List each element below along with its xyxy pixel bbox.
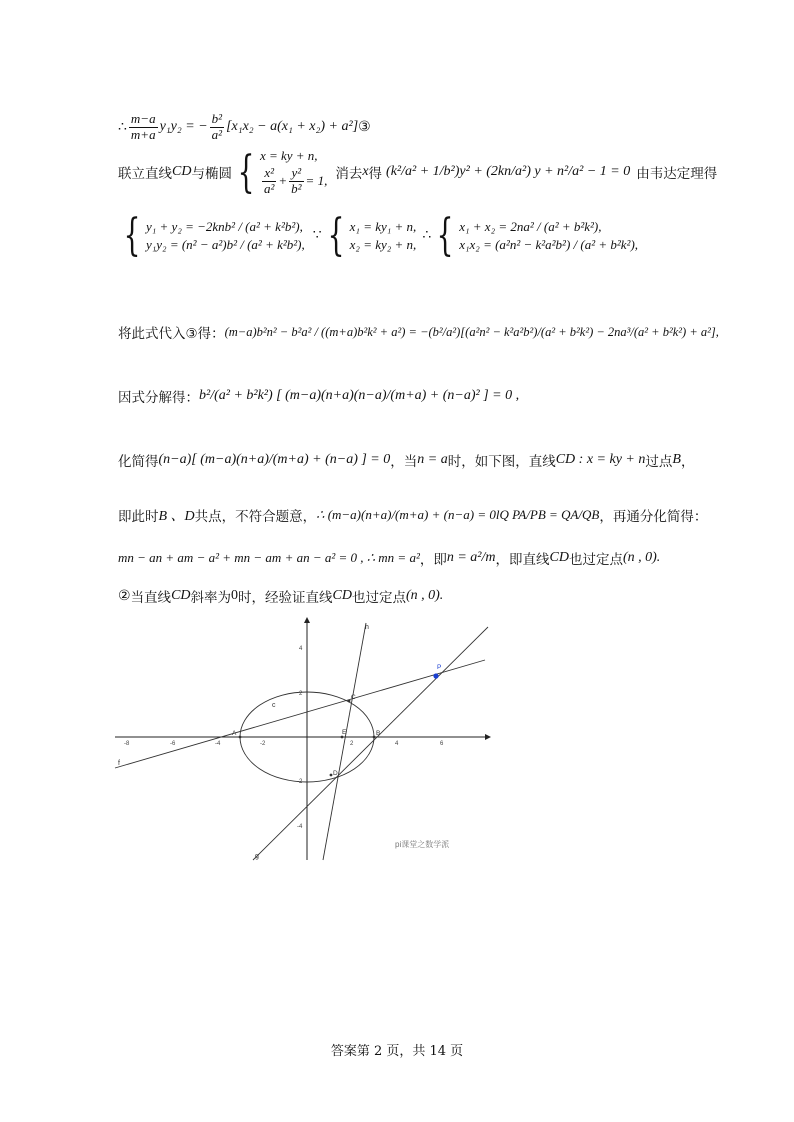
x-axis-arrow: [485, 734, 491, 740]
simplified-equation: (n−a)[ (m−a)(n+a)/(m+a) + (n−a) ] = 0: [158, 452, 391, 467]
quadratic-in-y: y² + (2kn/a²) y + n²/a² − 1 = 0: [459, 164, 631, 180]
expanded-equation: mn − an + am − a² + mn − am + an − a² = 0 , ∴ mn = a²: [118, 550, 420, 565]
point-e: [341, 736, 344, 739]
line-label: f: [118, 760, 120, 767]
fraction-m-a: $\frac{m-a}{m+a}$: [130, 111, 156, 142]
eq-line-5: 因式分解得： b²/(a² + b²k²) [ (m−a)(n+a)(n−a)/(m+a) + (n−a)² ] = 0 ,: [118, 388, 520, 406]
point-a: [239, 736, 242, 739]
eq-line-6: 化简得 (n−a)[ (m−a)(n+a)/(m+a) + (n−a) ] = 0 ，当 n = a 时，如下图，直线 CD : x = ky + n 过点 B ，: [118, 452, 695, 470]
x-tick-label: 2: [350, 741, 354, 747]
point-label: P: [437, 664, 442, 671]
point-label: E: [342, 729, 347, 736]
x-tick-label: 6: [440, 741, 444, 747]
y-tick-label: -4: [297, 824, 303, 830]
point-c: [348, 700, 351, 703]
x-substitution-system: x₁ = ky₁ + n, x₂ = ky₂ + n,: [349, 218, 417, 252]
point-label: A: [232, 730, 237, 737]
point-d: [330, 774, 333, 777]
substituted-equation: (m−a)b²n² − b²a² / ((m+a)b²k² + a²) = −(b²/a²)[(a²n² − k²a²b²)/(a² + b²k²) − 2na³/(a² + b²k²) + a²],: [224, 324, 719, 339]
x-tick-label: -4: [215, 741, 221, 747]
therefore-symbol: ∴: [118, 119, 127, 135]
eq-line-2: 联立直线 CD 与椭圆 { x = ky + n, $\frac{\text{x²}}{\text{a²}}$ + $\frac{\text{y²}}{\text{b²}}$ = 1, 消去 x 得 (k²/a² + 1/b²) y² + (2kn/a²) y + n²/a² − 1 = 0 由韦达定理得: [118, 146, 718, 198]
point-label: C: [351, 694, 356, 701]
vieta-x-system: x₁ + x₂ = 2na² / (a² + b²k²), x₁x₂ = (a²n² − k²a²b²) / (a² + b²k²),: [459, 218, 639, 252]
ratio-equation: ∴ (m−a)(n+a)/(m+a) + (n−a) = 0lQ PA/PB = QA/QB: [316, 507, 600, 522]
quadratic-coefficient: (k²/a² + 1/b²): [386, 164, 460, 180]
line-h: [323, 623, 366, 860]
x-tick-label: -6: [170, 741, 176, 747]
y-tick-label: 2: [299, 691, 303, 697]
x-tick-label: -8: [124, 741, 130, 747]
point-p: [433, 673, 438, 678]
line-f: [115, 660, 485, 768]
line-g: [253, 627, 488, 860]
y-axis-arrow: [304, 617, 310, 623]
line-label: h: [365, 624, 369, 631]
point-b: [373, 736, 376, 739]
bracket-expression: [x₁x₂ − a(x₁ + x₂) + a²]: [226, 119, 359, 135]
line-label: g: [255, 853, 259, 860]
ellipse-figure: [110, 615, 500, 865]
ellipse-label: c: [272, 702, 276, 709]
y-tick-label: -2: [297, 779, 303, 785]
eq-line-8: mn − an + am − a² + mn − am + an − a² = 0 , ∴ mn = a² ，即 n = a²/m ，即直线 CD 也过定点 (n , 0) .: [118, 550, 661, 568]
eq-line-9: ② 当直线 CD 斜率为 0 时，经验证直线 CD 也过定点 (n , 0) .: [118, 588, 444, 606]
factored-equation: b²/(a² + b²k²) [ (m−a)(n+a)(n−a)/(m+a) + (n−a)² ] = 0 ,: [199, 388, 520, 403]
x-tick-label: 4: [395, 741, 399, 747]
eq-line-3: { y₁ + y₂ = −2knb² / (a² + k²b²), y₁y₂ = (n² − a²)b² / (a² + k²b²), ∵ { x₁ = ky₁ + n, x₂ = ky₂ + n, ∴ { x₁ + x₂ = 2na² / (a² + b²k²), x₁x₂ = (a²n² − k²a²b²) / (a² + b²k²),: [123, 210, 639, 261]
watermark-text: pi课堂之数学派: [395, 840, 450, 849]
point-label: D: [333, 770, 338, 777]
eq-line-1: ∴ $\frac{m-a}{m+a}$ y₁y₂ = − $\frac{\text{b²}}{\text{a²}}$ [x₁x₂ − a(x₁ + x₂) + a²] ③: [118, 111, 371, 142]
fraction-b2-a2: $\frac{\text{b²}}{\text{a²}}$: [211, 111, 223, 142]
vieta-y-system: y₁ + y₂ = −2knb² / (a² + k²b²), y₁y₂ = (n² − a²)b² / (a² + k²b²),: [146, 218, 305, 252]
y-tick-label: 4: [299, 646, 303, 652]
left-brace: {: [237, 146, 255, 198]
system-line-ellipse: x = ky + n, $\frac{\text{x²}}{\text{a²}}$ + $\frac{\text{y²}}{\text{b²}}$ = 1,: [259, 148, 328, 196]
x-tick-label: -2: [260, 741, 266, 747]
page-footer: 答案第 2 页，共 14 页: [330, 1044, 464, 1059]
equation-tag: ③: [358, 119, 371, 136]
point-label: B: [376, 730, 381, 737]
eq-line-7: 即此时 B 、D 共点，不符合题意， ∴ (m−a)(n+a)/(m+a) + (n−a) = 0lQ PA/PB = QA/QB ，再通分化简得：: [118, 507, 708, 525]
eq-line-4: 将此式代入③得： (m−a)b²n² − b²a² / ((m+a)b²k² + a²) = −(b²/a²)[(a²n² − k²a²b²)/(a² + b²k²) − 2na³/(a² + b²k²) + a²],: [118, 324, 719, 342]
